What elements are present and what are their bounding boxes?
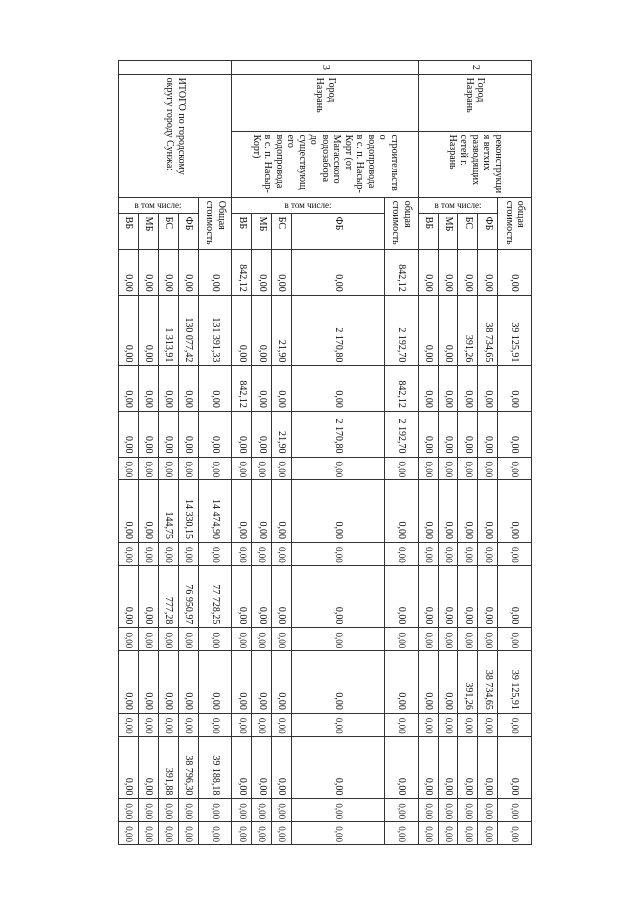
value-cell: 0,00 xyxy=(384,799,418,822)
value-cell: 0,00 xyxy=(498,480,532,543)
value-cell: 0,00 xyxy=(292,713,385,736)
value-cell: 0,00 xyxy=(139,366,159,412)
value-cell: 0,00 xyxy=(438,628,458,651)
value-cell: 0,00 xyxy=(178,713,198,736)
value-cell: 0,00 xyxy=(198,799,232,822)
value-cell: 0,00 xyxy=(178,411,198,457)
value-cell: 0,00 xyxy=(384,565,418,628)
value-cell: 0,00 xyxy=(478,628,498,651)
value-cell: 0,00 xyxy=(292,457,385,480)
row-label: Общая стоимость xyxy=(198,197,232,249)
value-cell: 0,00 xyxy=(119,480,139,543)
value-cell: 0,00 xyxy=(418,366,438,412)
value-cell: 391,26 xyxy=(458,651,478,714)
value-cell: 0,00 xyxy=(119,366,139,412)
value-cell: 0,00 xyxy=(252,565,272,628)
value-cell: 0,00 xyxy=(198,250,232,296)
district-name: Город Назрань xyxy=(418,74,531,131)
value-cell: 0,00 xyxy=(198,457,232,480)
value-cell: 0,00 xyxy=(139,250,159,296)
value-cell: 0,00 xyxy=(458,822,478,845)
value-cell: 0,00 xyxy=(418,651,438,714)
value-cell: 0,00 xyxy=(252,736,272,799)
value-cell: 1 313,91 xyxy=(158,295,178,366)
value-cell: 0,00 xyxy=(438,565,458,628)
value-cell: 0,00 xyxy=(418,250,438,296)
value-cell: 0,00 xyxy=(384,736,418,799)
value-cell: 0,00 xyxy=(119,651,139,714)
value-cell: 0,00 xyxy=(139,822,159,845)
value-cell: 0,00 xyxy=(272,651,292,714)
value-cell: 0,00 xyxy=(119,565,139,628)
value-cell: 0,00 xyxy=(478,799,498,822)
value-cell: 0,00 xyxy=(139,480,159,543)
value-cell: 39 125,91 xyxy=(498,651,532,714)
value-cell: 0,00 xyxy=(384,651,418,714)
value-cell: 0,00 xyxy=(458,366,478,412)
value-cell: 0,00 xyxy=(418,542,438,565)
value-cell: 0,00 xyxy=(458,799,478,822)
value-cell: 0,00 xyxy=(119,822,139,845)
row-label: МБ xyxy=(139,213,159,249)
value-cell: 0,00 xyxy=(384,713,418,736)
value-cell: 0,00 xyxy=(418,411,438,457)
value-cell: 131 391,33 xyxy=(198,295,232,366)
value-cell: 0,00 xyxy=(478,736,498,799)
value-cell: 0,00 xyxy=(418,736,438,799)
value-cell: 0,00 xyxy=(158,411,178,457)
value-cell: 0,00 xyxy=(438,366,458,412)
value-cell: 0,00 xyxy=(498,713,532,736)
value-cell: 0,00 xyxy=(272,822,292,845)
value-cell: 0,00 xyxy=(198,542,232,565)
value-cell: 0,00 xyxy=(158,366,178,412)
value-cell: 0,00 xyxy=(232,651,252,714)
value-cell: 0,00 xyxy=(458,250,478,296)
row-label: БС xyxy=(158,213,178,249)
row-label: МБ xyxy=(252,213,272,249)
value-cell: 0,00 xyxy=(458,542,478,565)
value-cell: 0,00 xyxy=(252,366,272,412)
value-cell: 0,00 xyxy=(119,250,139,296)
value-cell: 0,00 xyxy=(178,542,198,565)
value-cell: 0,00 xyxy=(498,628,532,651)
row-label: ВБ xyxy=(232,213,252,249)
value-cell: 0,00 xyxy=(498,411,532,457)
rotated-page xyxy=(118,60,532,845)
value-cell: 0,00 xyxy=(272,736,292,799)
row-number xyxy=(119,61,232,75)
value-cell: 39 125,91 xyxy=(498,295,532,366)
value-cell: 0,00 xyxy=(252,542,272,565)
vertical-label xyxy=(418,197,498,213)
value-cell: 77 728,25 xyxy=(198,565,232,628)
table-body xyxy=(119,61,532,845)
value-cell: 130 077,42 xyxy=(178,295,198,366)
value-cell: 0,00 xyxy=(478,250,498,296)
value-cell: 0,00 xyxy=(292,542,385,565)
vertical-label xyxy=(119,197,199,213)
value-cell: 842,12 xyxy=(232,250,252,296)
value-cell: 2 192,70 xyxy=(384,411,418,457)
value-cell: 0,00 xyxy=(232,713,252,736)
value-cell: 0,00 xyxy=(232,411,252,457)
row-number: 2 xyxy=(418,61,531,75)
budget-table xyxy=(118,60,532,845)
value-cell: 0,00 xyxy=(139,736,159,799)
value-cell: 0,00 xyxy=(418,799,438,822)
value-cell: 0,00 xyxy=(232,457,252,480)
value-cell: 0,00 xyxy=(478,822,498,845)
value-cell: 2 170,80 xyxy=(292,411,385,457)
value-cell: 2 170,80 xyxy=(292,295,385,366)
row-label: БС xyxy=(458,213,478,249)
value-cell: 0,00 xyxy=(458,457,478,480)
value-cell: 842,12 xyxy=(384,366,418,412)
value-cell: 0,00 xyxy=(292,799,385,822)
value-cell: 0,00 xyxy=(418,565,438,628)
district-name: Город Назрань xyxy=(232,74,418,131)
value-cell: 0,00 xyxy=(252,295,272,366)
row-label: БС xyxy=(272,213,292,249)
value-cell: 0,00 xyxy=(119,295,139,366)
value-cell: 38 796,30 xyxy=(178,736,198,799)
value-cell: 0,00 xyxy=(458,628,478,651)
value-cell: 0,00 xyxy=(198,366,232,412)
value-cell: 0,00 xyxy=(139,295,159,366)
value-cell: 0,00 xyxy=(438,736,458,799)
value-cell: 0,00 xyxy=(438,651,458,714)
value-cell: 842,12 xyxy=(232,366,252,412)
value-cell: 0,00 xyxy=(178,628,198,651)
value-cell: 0,00 xyxy=(478,480,498,543)
value-cell: 0,00 xyxy=(458,736,478,799)
value-cell: 0,00 xyxy=(498,822,532,845)
value-cell: 38 734,65 xyxy=(478,651,498,714)
value-cell: 0,00 xyxy=(438,411,458,457)
value-cell: 0,00 xyxy=(438,295,458,366)
value-cell: 0,00 xyxy=(458,411,478,457)
value-cell: 0,00 xyxy=(418,480,438,543)
value-cell: 0,00 xyxy=(292,366,385,412)
value-cell: 2 192,70 xyxy=(384,295,418,366)
value-cell: 0,00 xyxy=(292,250,385,296)
value-cell: 0,00 xyxy=(438,799,458,822)
value-cell: 0,00 xyxy=(158,542,178,565)
row-label: общая стоимость xyxy=(498,197,532,249)
value-cell: 0,00 xyxy=(252,250,272,296)
value-cell: 0,00 xyxy=(478,411,498,457)
value-cell: 0,00 xyxy=(178,651,198,714)
value-cell: 0,00 xyxy=(119,799,139,822)
value-cell: 0,00 xyxy=(292,565,385,628)
row-label: МБ xyxy=(438,213,458,249)
value-cell: 0,00 xyxy=(418,628,438,651)
table-row xyxy=(498,61,532,845)
value-cell: 144,75 xyxy=(158,480,178,543)
value-cell: 0,00 xyxy=(438,822,458,845)
value-cell: 0,00 xyxy=(252,799,272,822)
value-cell: 0,00 xyxy=(139,565,159,628)
value-cell: 0,00 xyxy=(119,628,139,651)
value-cell: 0,00 xyxy=(232,799,252,822)
value-cell: 0,00 xyxy=(232,480,252,543)
value-cell: 0,00 xyxy=(252,480,272,543)
value-cell: 0,00 xyxy=(158,799,178,822)
value-cell: 0,00 xyxy=(252,651,272,714)
value-cell: 0,00 xyxy=(158,651,178,714)
value-cell: 0,00 xyxy=(252,822,272,845)
value-cell: 0,00 xyxy=(498,250,532,296)
value-cell: 0,00 xyxy=(198,411,232,457)
value-cell: 0,00 xyxy=(198,822,232,845)
value-cell: 0,00 xyxy=(198,713,232,736)
value-cell: 0,00 xyxy=(418,457,438,480)
value-cell: 0,00 xyxy=(178,457,198,480)
value-cell: 0,00 xyxy=(498,366,532,412)
value-cell: 0,00 xyxy=(232,542,252,565)
total-label: ИТОГО по городскому округу городу Сунжа: xyxy=(119,74,232,197)
value-cell: 0,00 xyxy=(252,457,272,480)
value-cell: 0,00 xyxy=(139,651,159,714)
value-cell: 0,00 xyxy=(252,411,272,457)
value-cell: 0,00 xyxy=(438,457,458,480)
value-cell: 0,00 xyxy=(384,822,418,845)
value-cell: 0,00 xyxy=(498,736,532,799)
value-cell: 0,00 xyxy=(458,713,478,736)
vertical-label-text: в том числе: xyxy=(284,200,332,211)
value-cell: 0,00 xyxy=(418,295,438,366)
value-cell: 0,00 xyxy=(158,713,178,736)
value-cell: 0,00 xyxy=(498,542,532,565)
value-cell: 0,00 xyxy=(232,295,252,366)
vertical-label xyxy=(232,197,385,213)
table-row xyxy=(198,61,232,845)
value-cell: 0,00 xyxy=(292,480,385,543)
value-cell: 0,00 xyxy=(158,250,178,296)
row-label: ВБ xyxy=(418,213,438,249)
value-cell: 0,00 xyxy=(418,713,438,736)
value-cell: 0,00 xyxy=(272,366,292,412)
value-cell: 0,00 xyxy=(384,480,418,543)
value-cell: 391,26 xyxy=(458,295,478,366)
value-cell: 21,90 xyxy=(272,295,292,366)
value-cell: 0,00 xyxy=(478,565,498,628)
value-cell: 0,00 xyxy=(198,651,232,714)
measure-name: строительство водопровода в с. п. Насыр-Корт (от Магасского водозабора до существующего водопровода в с. п. Насыр-Корт) xyxy=(232,131,418,197)
value-cell: 0,00 xyxy=(119,457,139,480)
value-cell: 0,00 xyxy=(272,799,292,822)
value-cell: 0,00 xyxy=(438,713,458,736)
value-cell: 0,00 xyxy=(498,799,532,822)
value-cell: 76 950,97 xyxy=(178,565,198,628)
value-cell: 0,00 xyxy=(272,480,292,543)
value-cell: 0,00 xyxy=(478,457,498,480)
value-cell: 0,00 xyxy=(252,713,272,736)
value-cell: 14 474,90 xyxy=(198,480,232,543)
value-cell: 21,90 xyxy=(272,411,292,457)
value-cell: 0,00 xyxy=(384,457,418,480)
row-label: ФБ xyxy=(178,213,198,249)
value-cell: 0,00 xyxy=(384,542,418,565)
value-cell: 0,00 xyxy=(178,250,198,296)
value-cell: 0,00 xyxy=(418,822,438,845)
value-cell: 14 330,15 xyxy=(178,480,198,543)
value-cell: 0,00 xyxy=(232,628,252,651)
value-cell: 38 734,65 xyxy=(478,295,498,366)
value-cell: 0,00 xyxy=(232,565,252,628)
value-cell: 0,00 xyxy=(178,822,198,845)
vertical-label-text: в том числе: xyxy=(434,200,482,211)
value-cell: 0,00 xyxy=(478,713,498,736)
value-cell: 0,00 xyxy=(272,565,292,628)
value-cell: 0,00 xyxy=(198,628,232,651)
value-cell: 391,88 xyxy=(158,736,178,799)
value-cell: 39 188,18 xyxy=(198,736,232,799)
value-cell: 0,00 xyxy=(438,250,458,296)
value-cell: 0,00 xyxy=(292,822,385,845)
value-cell: 0,00 xyxy=(438,480,458,543)
value-cell: 0,00 xyxy=(384,628,418,651)
value-cell: 0,00 xyxy=(232,822,252,845)
value-cell: 0,00 xyxy=(478,542,498,565)
value-cell: 0,00 xyxy=(119,542,139,565)
vertical-label-text: в том числе: xyxy=(134,200,182,211)
row-number: 3 xyxy=(232,61,418,75)
value-cell: 0,00 xyxy=(178,366,198,412)
row-label: ВБ xyxy=(119,213,139,249)
value-cell: 0,00 xyxy=(272,713,292,736)
value-cell: 0,00 xyxy=(252,628,272,651)
value-cell: 0,00 xyxy=(478,366,498,412)
value-cell: 0,00 xyxy=(292,736,385,799)
value-cell: 0,00 xyxy=(139,628,159,651)
value-cell: 0,00 xyxy=(292,628,385,651)
value-cell: 0,00 xyxy=(119,713,139,736)
value-cell: 0,00 xyxy=(458,480,478,543)
row-label: общая стоимость xyxy=(384,197,418,249)
value-cell: 0,00 xyxy=(498,565,532,628)
value-cell: 0,00 xyxy=(139,411,159,457)
value-cell: 0,00 xyxy=(272,250,292,296)
value-cell: 0,00 xyxy=(458,565,478,628)
row-label: ФБ xyxy=(478,213,498,249)
measure-name: реконструкция ветхих разводящих сетей г. Назрань xyxy=(418,131,531,197)
value-cell: 777,28 xyxy=(158,565,178,628)
row-label: ФБ xyxy=(292,213,385,249)
value-cell: 0,00 xyxy=(272,542,292,565)
value-cell: 0,00 xyxy=(139,799,159,822)
table-row xyxy=(384,61,418,845)
value-cell: 0,00 xyxy=(139,542,159,565)
value-cell: 0,00 xyxy=(178,799,198,822)
value-cell: 0,00 xyxy=(438,542,458,565)
value-cell: 0,00 xyxy=(139,457,159,480)
value-cell: 0,00 xyxy=(292,651,385,714)
value-cell: 0,00 xyxy=(119,411,139,457)
value-cell: 842,12 xyxy=(384,250,418,296)
value-cell: 0,00 xyxy=(158,628,178,651)
value-cell: 0,00 xyxy=(158,457,178,480)
value-cell: 0,00 xyxy=(119,736,139,799)
value-cell: 0,00 xyxy=(272,628,292,651)
value-cell: 0,00 xyxy=(498,457,532,480)
value-cell: 0,00 xyxy=(158,822,178,845)
value-cell: 0,00 xyxy=(232,736,252,799)
value-cell: 0,00 xyxy=(139,713,159,736)
value-cell: 0,00 xyxy=(272,457,292,480)
